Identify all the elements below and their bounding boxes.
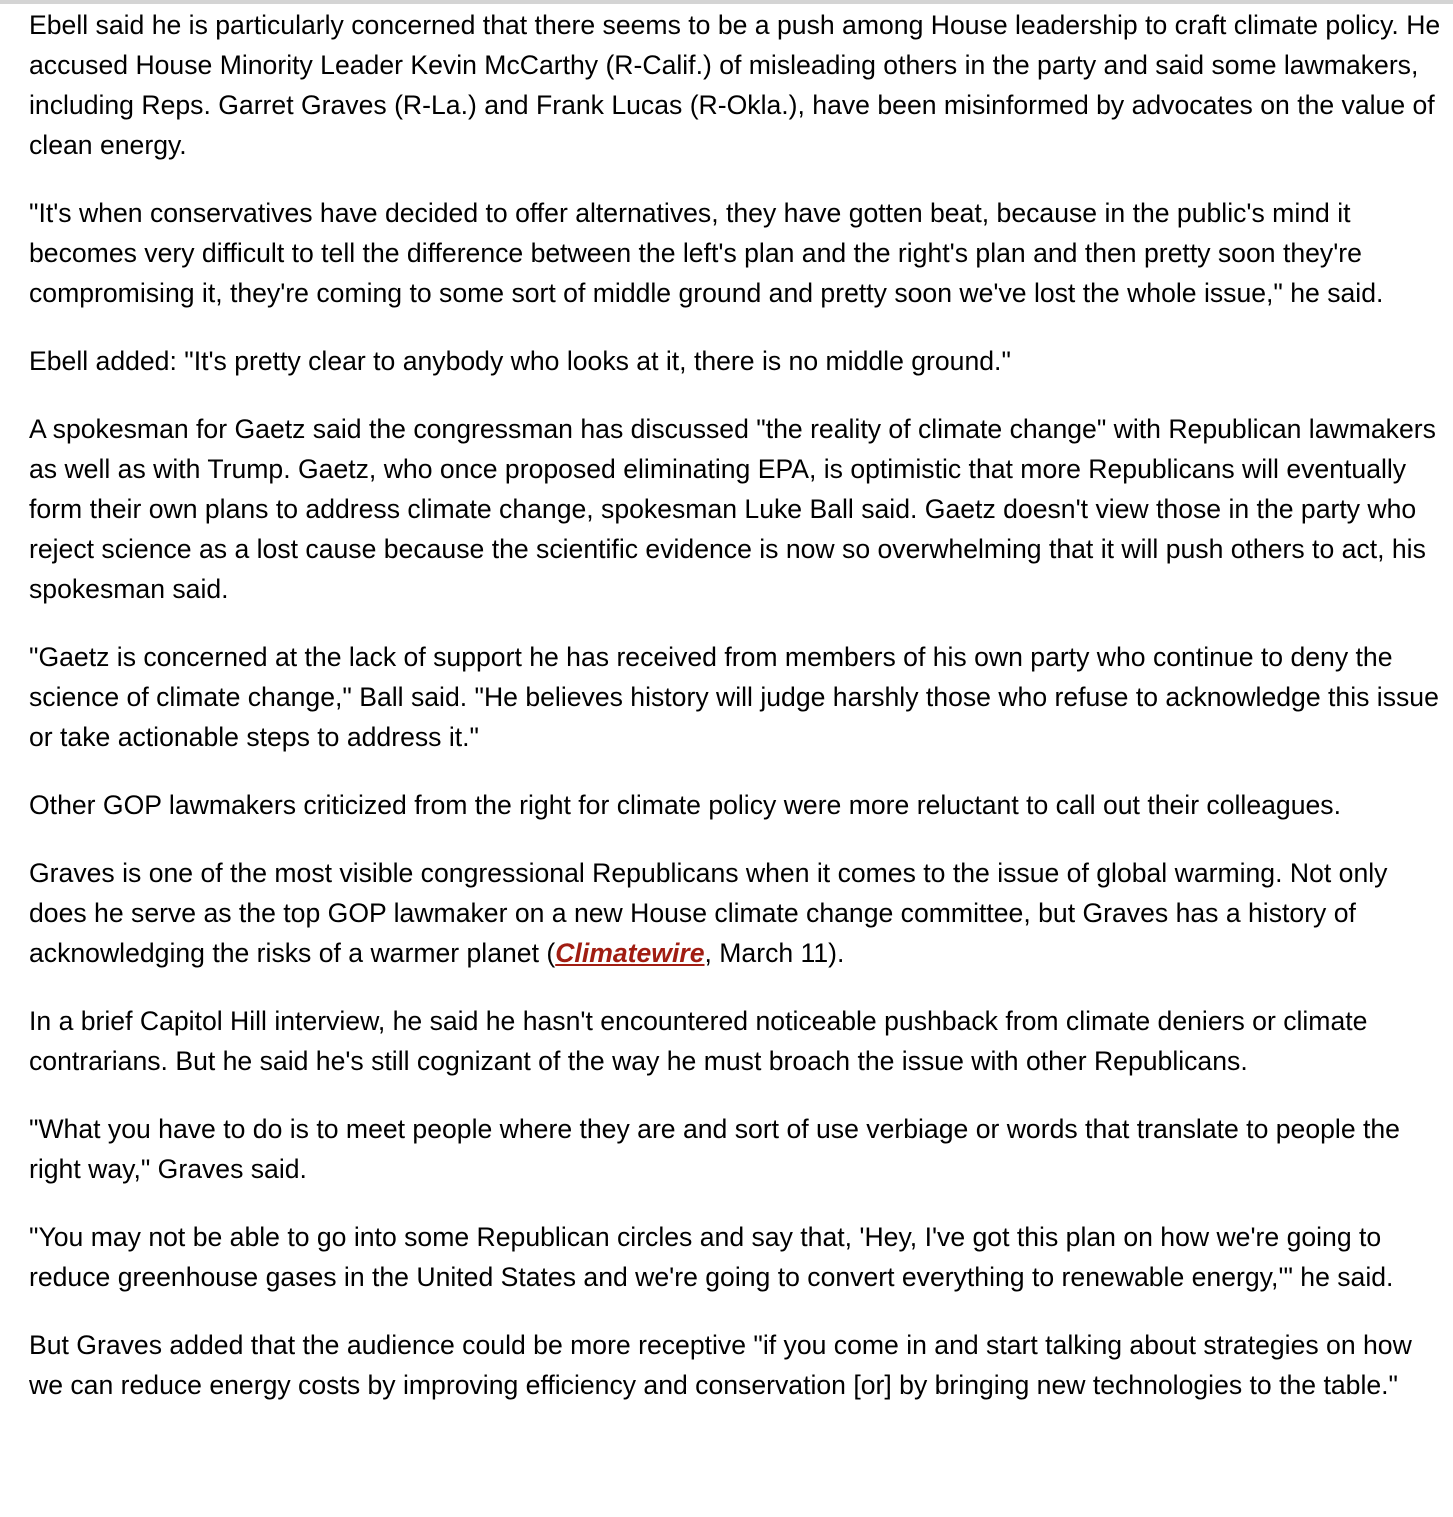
paragraph-gaetz-spokesman: A spokesman for Gaetz said the congressman has discussed "the reality of climate change" with Republican lawmakers as well as with Trump. Gaetz, who once proposed eliminating EPA, is optimistic that more Republicans will eventually form their own plans to address climate change, spokesman Luke Ball said. Gaetz doesn't view those in the party who reject science as a lost cause because the scientific evidence is now so overwhelming that it will push others to act, his spokesman said. xyxy=(29,414,1436,604)
climatewire-link[interactable]: Climatewire xyxy=(555,938,705,968)
paragraph-ebell-added: Ebell added: "It's pretty clear to anybody who looks at it, there is no middle ground." xyxy=(29,346,1011,376)
paragraph-graves-interview: In a brief Capitol Hill interview, he said he hasn't encountered noticeable pushback from climate deniers or climate contrarians. But he said he's still cognizant of the way he must broach the issue with other Republicans. xyxy=(29,1006,1368,1076)
top-divider xyxy=(0,0,1453,4)
paragraph-graves-quote-verbiage: "What you have to do is to meet people where they are and sort of use verbiage or words that translate to people the right way," Graves said. xyxy=(29,1114,1400,1184)
paragraph-graves-receptive: But Graves added that the audience could be more receptive "if you come in and start talking about strategies on how we can reduce energy costs by improving efficiency and conservation [or] by bringing new technologies to the table." xyxy=(29,1330,1412,1400)
paragraph-graves-quote-circles: "You may not be able to go into some Republican circles and say that, 'Hey, I've got this plan on how we're going to reduce greenhouse gases in the United States and we're going to convert everything to renewable energy,'" he said. xyxy=(29,1222,1394,1292)
paragraph-graves-visibility xyxy=(29,853,1447,973)
article-body xyxy=(29,5,1447,1433)
graves-text-after-link: , March 11). xyxy=(704,938,845,968)
paragraph-other-lawmakers: Other GOP lawmakers criticized from the right for climate policy were more reluctant to call out their colleagues. xyxy=(29,790,1341,820)
paragraph-ebell-quote: "It's when conservatives have decided to offer alternatives, they have gotten beat, because in the public's mind it becomes very difficult to tell the difference between the left's plan and the right's plan and then pretty soon they're compromising it, they're coming to some sort of middle ground and pretty soon we've lost the whole issue," he said. xyxy=(29,198,1384,308)
paragraph-ebell-concern: Ebell said he is particularly concerned that there seems to be a push among House leadership to craft climate policy. He accused House Minority Leader Kevin McCarthy (R-Calif.) of misleading others in the party and said some lawmakers, including Reps. Garret Graves (R-La.) and Frank Lucas (R-Okla.), have been misinformed by advocates on the value of clean energy. xyxy=(29,10,1441,160)
paragraph-ball-quote: "Gaetz is concerned at the lack of support he has received from members of his own party who continue to deny the science of climate change," Ball said. "He believes history will judge harshly those who refuse to acknowledge this issue or take actionable steps to address it." xyxy=(29,642,1439,752)
graves-text-before-link: Graves is one of the most visible congressional Republicans when it comes to the issue of global warming. Not only does he serve as the top GOP lawmaker on a new House climate change committee, but Graves has a history of acknowledging the risks of a warmer planet ( xyxy=(29,858,1388,968)
